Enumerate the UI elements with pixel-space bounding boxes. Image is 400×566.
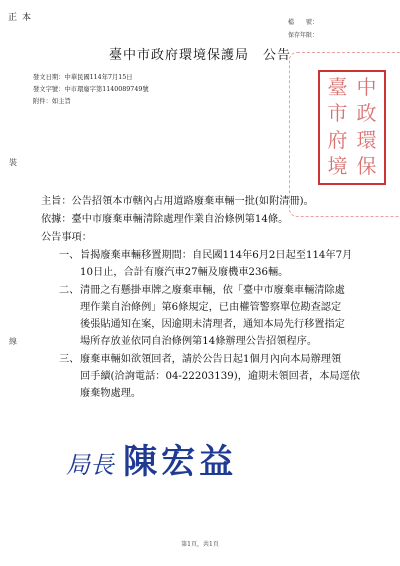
copy-mark: 正本	[8, 13, 37, 23]
item-number: 三、	[59, 354, 80, 365]
file-number-label: 檔 號：	[288, 19, 319, 26]
seal-char: 府	[327, 127, 348, 152]
item-text-line: 清冊之有懸掛車牌之廢棄車輛，依「臺中市廢棄車輛清除處	[80, 285, 345, 296]
item-text-line: 旨揭廢棄車輛移置期間：自民國114年6月2日起至114年7月	[80, 250, 353, 261]
seal-char: 環	[356, 127, 377, 152]
page-number: 第1頁，共1頁	[181, 541, 219, 548]
item-text-line: 廢棄車輛如欲領回者，請於公告日起1個月內向本局辦理領	[80, 354, 342, 365]
attachment: 附件：如主旨	[33, 98, 71, 105]
director-signature	[66, 434, 237, 483]
item-text-line: 回手續(洽詢電話：04-22203139)，逾期未領回者，本局逕依	[80, 371, 360, 382]
seal-char: 保	[356, 153, 377, 178]
basis-line: 依據：臺中市廢棄車輛清除處理作業自治條例第14條。	[41, 214, 289, 225]
issue-date: 發文日期：中華民國114年7月15日	[33, 74, 133, 81]
item-number: 一、	[59, 250, 80, 261]
item-text-line: 10日止，合計有廢汽車27輛及廢機車236輛。	[80, 267, 289, 278]
subject-line: 主旨：公告招領本市轄內占用道路廢棄車輛一批(如附清冊)。	[41, 196, 314, 207]
signature-name: 陳宏益	[123, 442, 238, 482]
seal-char: 市	[327, 101, 348, 126]
seal-char: 境	[327, 153, 348, 178]
line-mark: 線	[9, 337, 17, 346]
seal-char: 中	[356, 75, 377, 99]
item-number: 二、	[59, 285, 80, 296]
official-seal	[318, 70, 386, 185]
document-title: 臺中市政府環境保護局 公告	[108, 48, 291, 63]
item-text-line: 場所存放並依同自治條例第14條辦理公告招領程序。	[80, 336, 318, 347]
item-text-line: 後張貼通知在案，因逾期未清理者，通知本局先行移置指定	[80, 319, 345, 330]
binding-mark: 裝	[9, 158, 17, 167]
notice-items-heading: 公告事項：	[41, 232, 92, 243]
signature-title: 局長	[66, 451, 114, 479]
document-number: 發文字號：中市環廢字第1140089749號	[33, 86, 149, 93]
seal-char: 政	[356, 101, 377, 126]
item-text-line: 理作業自治條例」第6條規定，已由權管警察單位勘查認定	[80, 302, 342, 313]
item-text-line: 廢棄物處理。	[80, 388, 142, 399]
retention-period-label: 保存年限：	[288, 32, 319, 39]
seal-char: 臺	[327, 75, 348, 99]
